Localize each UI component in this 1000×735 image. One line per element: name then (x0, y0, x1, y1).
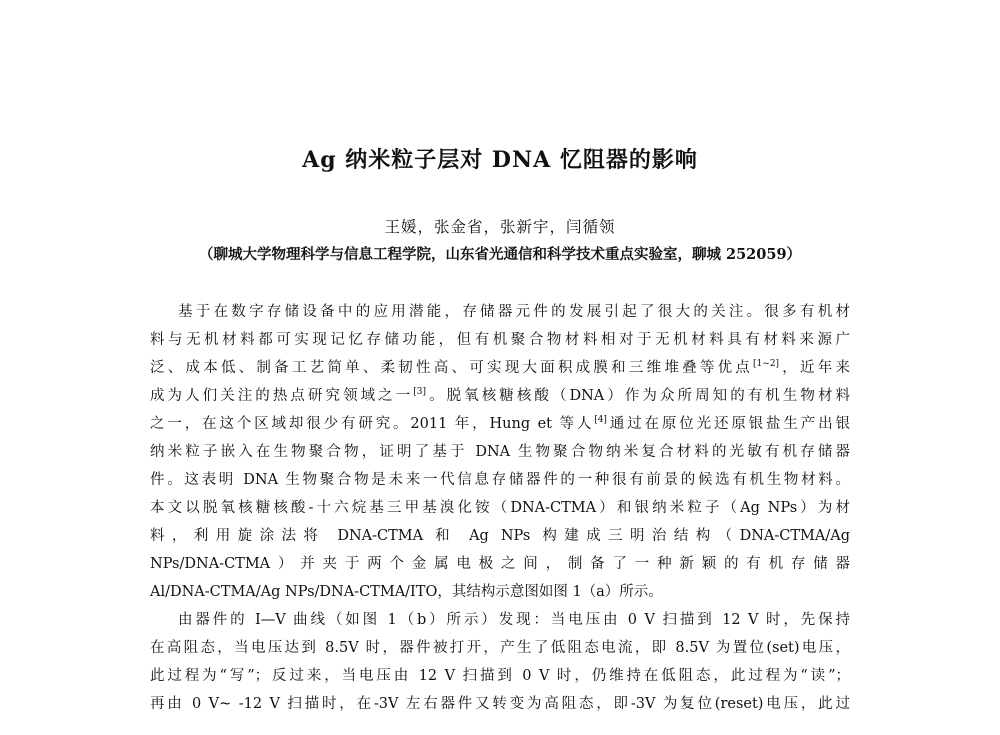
text-line: 料与无机材料都可实现记忆存储功能，但有机聚合物材料相对于无机材料具有材料来源广 (150, 332, 850, 348)
text-line: 成为人们关注的热点研究领域之一[3]。脱氧核糖核酸（DNA）作为众所周知的有机生物材料 (150, 387, 850, 404)
author-list: 王媛，张金省，张新宇，闫循领 (384, 218, 616, 236)
text-line: 泛、成本低、制备工艺简单、柔韧性高、可实现大面积成膜和三维堆叠等优点[1~2]，近年来 (150, 359, 850, 376)
text-line: Al/DNA-CTMA/Ag NPs/DNA-CTMA/ITO，其结构示意图如图 1（a）所示。 (150, 584, 663, 600)
text-line: 再由 0 V~ -12 V 扫描时，在-3V 左右器件又转变为高阻态，即-3V 为复位(reset)电压，此过 (150, 696, 850, 712)
text-line: 此过程为“写”；反过来，当电压由 12 V 扫描到 0 V 时，仍维持在低阻态，此过程为“读”； (150, 668, 850, 684)
text-line: 由器件的 I—V 曲线（如图 1（b）所示）发现：当电压由 0 V 扫描到 12 V 时，先保持 (178, 612, 850, 628)
text-line: 之一，在这个区域却很少有研究。2011 年，Hung et 等人[4]通过在原位光还原银盐生产出银 (150, 415, 850, 432)
text-line: 在高阻态，当电压达到 8.5V 时，器件被打开，产生了低阻态电流，即 8.5V 为置位(set)电压， (150, 640, 850, 656)
paper-title: Ag 纳米粒子层对 DNA 忆阻器的影响 (302, 147, 698, 173)
citation-ref: [4] (594, 415, 607, 425)
text-line: 料，利用旋涂法将 DNA-CTMA 和 Ag NPs 构建成三明治结构（DNA-CTMA/Ag (150, 528, 850, 544)
citation-ref: [3] (413, 387, 427, 397)
abstract-body (150, 298, 850, 718)
text-line: 本文以脱氧核糖核酸-十六烷基三甲基溴化铵（DNA-CTMA）和银纳米粒子（Ag NPs）为材 (150, 500, 850, 516)
text-line: 纳米粒子嵌入在生物聚合物，证明了基于 DNA 生物聚合物纳米复合材料的光敏有机存储器 (150, 444, 850, 460)
text-line: 基于在数字存储设备中的应用潜能，存储器元件的发展引起了很大的关注。很多有机材 (178, 304, 850, 320)
text-line: 件。这表明 DNA 生物聚合物是未来一代信息存储器件的一种很有前景的候选有机生物材料。 (150, 472, 850, 488)
text-line: NPs/DNA-CTMA）并夹于两个金属电极之间，制备了一种新颖的有机存储器 (150, 556, 850, 572)
affiliation: （聊城大学物理科学与信息工程学院，山东省光通信和科学技术重点实验室，聊城 252059） (198, 246, 802, 263)
citation-ref: [1~2] (753, 359, 780, 369)
